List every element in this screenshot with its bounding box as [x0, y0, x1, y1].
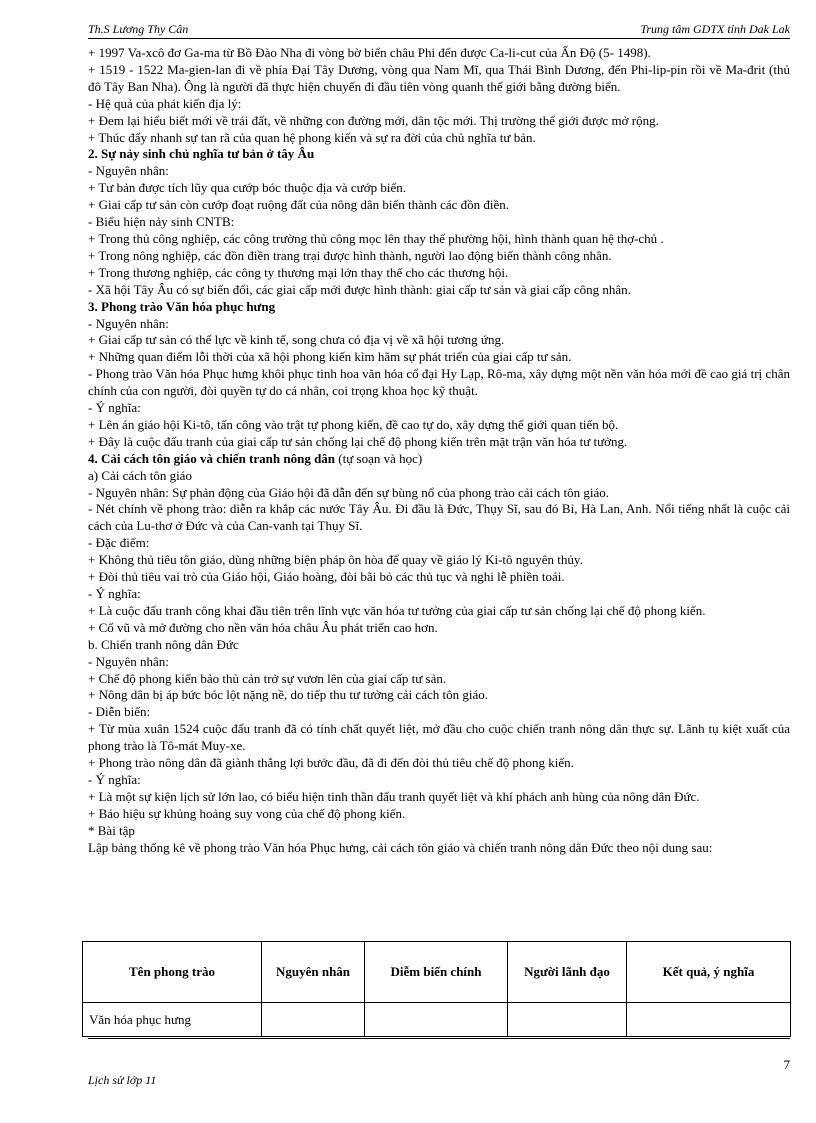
text-line: - Đặc điểm: — [88, 535, 150, 551]
text-line: + Từ mùa xuân 1524 cuộc đấu tranh đã có tính chất quyết liệt, mở đầu cho cuộc chiến tranh nông dân thực sự. Lãnh tụ kiệt xuất của phong trào là Tô-mát Muy-xe. — [88, 721, 790, 754]
text-line: + Tư bản được tích lũy qua cướp bóc thuộc địa và cướp biển. — [88, 180, 406, 196]
text-line: - Nét chính về phong trào: diễn ra khắp các nước Tây Âu. Đi đầu là Đức, Thụy Sĩ, sau đó Bỉ, Hà Lan, Anh. Nổi tiếng nhất là cuộc cải cách của Lu-thơ ở Đức và của Can-vanh tại Thụy Sĩ. — [88, 501, 790, 534]
table-cell — [627, 1003, 791, 1037]
text-line: - Nguyên nhân: Sự phản động của Giáo hội đã dẫn đến sự bùng nổ của phong trào cải cách tôn giáo. — [88, 484, 609, 500]
text-line: - Nguyên nhân: — [88, 163, 169, 179]
table-header-row — [83, 942, 791, 1003]
text-line: - Diễn biến: — [88, 704, 151, 720]
text-line: + Phong trào nông dân đã giành thắng lợi bước đầu, đã đi đến đòi thủ tiêu chế độ phong kiến. — [88, 755, 574, 771]
text-line: + Đòi thủ tiêu vai trò của Giáo hội, Giáo hoàng, đòi bãi bỏ các thủ tục và nghi lễ phiền toái. — [88, 569, 565, 585]
text-line: b. Chiến tranh nông dân Đức — [88, 636, 239, 652]
footer-divider — [88, 1038, 790, 1039]
text-line: + Nông dân bị áp bức bóc lột nặng nề, do tiếp thu tư tưởng cải cách tôn giáo. — [88, 687, 488, 703]
text-line: + Thúc đẩy nhanh sự tan rã của quan hệ phong kiến và sự ra đời của chủ nghĩa tư bản. — [88, 129, 536, 145]
text-line: - Xã hội Tây Âu có sự biến đổi, các giai cấp mới được hình thành: giai cấp tư sản và giai cấp công nhân. — [88, 281, 631, 297]
section-heading-title: 4. Cải cách tôn giáo và chiến tranh nông dân — [88, 450, 336, 466]
section-heading-note: (tự soạn và học) — [338, 450, 423, 466]
section-heading: 3. Phong trào Văn hóa phục hưng — [88, 298, 276, 314]
table-cell — [262, 1003, 365, 1037]
text-line: + 1519 - 1522 Ma-gien-lan đi về phía Đại Tây Dương, vòng qua Nam Mĩ, qua Thái Bình Dương, đến Phi-lip-pin rồi về Ma-đrit (thủ đô Tây Ban Nha). Ông là người đã thực hiện chuyến đi đầu tiên vòng quanh thế giới bằng đường biển. — [88, 61, 790, 94]
text-line: + Là một sự kiện lịch sử lớn lao, có biểu hiện tinh thần đấu tranh quyết liệt và khí phách anh hùng của nông dân Đức. — [88, 788, 700, 804]
text-line: + Báo hiệu sự khủng hoảng suy vong của chế độ phong kiến. — [88, 805, 406, 821]
table-header-cell: Diễm biến chính — [365, 942, 508, 1003]
table-cell — [508, 1003, 627, 1037]
table-header-cell: Người lãnh đạo — [508, 942, 627, 1003]
text-line: + Giai cấp tư sản còn cướp đoạt ruộng đất của nông dân biến thành các đồn điền. — [88, 197, 510, 213]
text-line: + Những quan điểm lỗi thời của xã hội phong kiến kìm hãm sự phát triển của giai cấp tư sản. — [88, 349, 572, 365]
text-line: + Giai cấp tư sản có thế lực về kinh tế, song chưa có địa vị về xã hội tương ứng. — [88, 332, 505, 348]
table-cell: Văn hóa phục hưng — [83, 1003, 262, 1037]
table-header-cell: Tên phong trào — [83, 942, 262, 1003]
text-line: - Phong trào Văn hóa Phục hưng khôi phục tinh hoa văn hóa cổ đại Hy Lạp, Rô-ma, xây dựng một nền văn hóa mới đề cao giá trị chân chính của con người, đòi quyền tự do cá nhân, coi trọng khoa học kỹ thuật. — [88, 366, 790, 399]
text-line: * Bài tập — [88, 822, 135, 838]
text-line: - Hệ quả của phát kiến địa lý: — [88, 95, 242, 111]
text-line: + Trong thủ công nghiệp, các công trường thủ công mọc lên thay thế phường hội, hình thành quan hệ thợ-chủ . — [88, 230, 664, 246]
exercise-table — [82, 941, 791, 1037]
text-line: + Trong thương nghiệp, các công ty thương mại lớn thay thế cho các thương hội. — [88, 264, 509, 280]
text-line: + Cổ vũ và mở đường cho nền văn hóa châu Âu phát triển cao hơn. — [88, 619, 438, 635]
text-line: + 1997 Va-xcô đơ Ga-ma từ Bồ Đào Nha đi vòng bờ biển châu Phi đến được Ca-li-cut của Ấn Độ (5- 1498). — [88, 45, 651, 60]
table-header-cell: Nguyên nhân — [262, 942, 365, 1003]
text-line: + Chế độ phong kiến bảo thủ cản trở sự vươn lên của giai cấp tư sản. — [88, 670, 447, 686]
text-line: - Ý nghĩa: — [88, 400, 141, 416]
text-line: + Không thủ tiêu tôn giáo, dùng những biện pháp ôn hòa để quay về giáo lý Ki-tô nguyên thủy. — [88, 552, 583, 568]
table-cell — [365, 1003, 508, 1037]
text-line: + Trong nông nghiệp, các đồn điền trang trại được hình thành, người lao động biến thành công nhân. — [88, 247, 612, 263]
footer-subject: Lịch sử lớp 11 — [88, 1073, 157, 1087]
table-row — [83, 1003, 791, 1037]
section-heading-4 — [88, 451, 790, 468]
page-number: 7 — [783, 1057, 790, 1072]
text-line: - Nguyên nhân: — [88, 315, 169, 331]
header-organization: Trung tâm GDTX tỉnh Dak Lak — [640, 22, 790, 36]
text-line: - Biểu hiện nảy sinh CNTB: — [88, 214, 235, 230]
header-author: Th.S Lương Thy Cân — [88, 22, 189, 36]
section-heading: 2. Sự nảy sinh chủ nghĩa tư bản ở tây Âu — [88, 146, 315, 162]
text-line: Lập bảng thống kê về phong trào Văn hóa Phục hưng, cải cách tôn giáo và chiến tranh nông dân Đức theo nội dung sau: — [88, 839, 713, 855]
text-line: + Lên án giáo hội Ki-tô, tấn công vào trật tự phong kiến, đề cao tự do, xây dựng thế giới quan tiến bộ. — [88, 416, 619, 432]
text-line: + Là cuộc đấu tranh công khai đầu tiên trên lĩnh vực văn hóa tư tưởng của giai cấp tư sản chống lại chế độ phong kiến. — [88, 602, 706, 618]
table-header-cell: Kết quả, ý nghĩa — [627, 942, 791, 1003]
text-line: - Nguyên nhân: — [88, 653, 169, 669]
page-header — [88, 22, 790, 39]
text-line: - Ý nghĩa: — [88, 771, 141, 787]
text-line: + Đem lại hiểu biết mới về trái đất, về những con đường mới, dân tộc mới. Thị trường thế giới được mở rộng. — [88, 112, 659, 128]
text-line: + Đây là cuộc đấu tranh của giai cấp tư sản chống lại chế độ phong kiến trên mặt trận văn hóa tư tưởng. — [88, 433, 628, 449]
document-body — [88, 45, 790, 857]
text-line: - Ý nghĩa: — [88, 586, 141, 601]
text-line: a) Cải cách tôn giáo — [88, 467, 192, 483]
